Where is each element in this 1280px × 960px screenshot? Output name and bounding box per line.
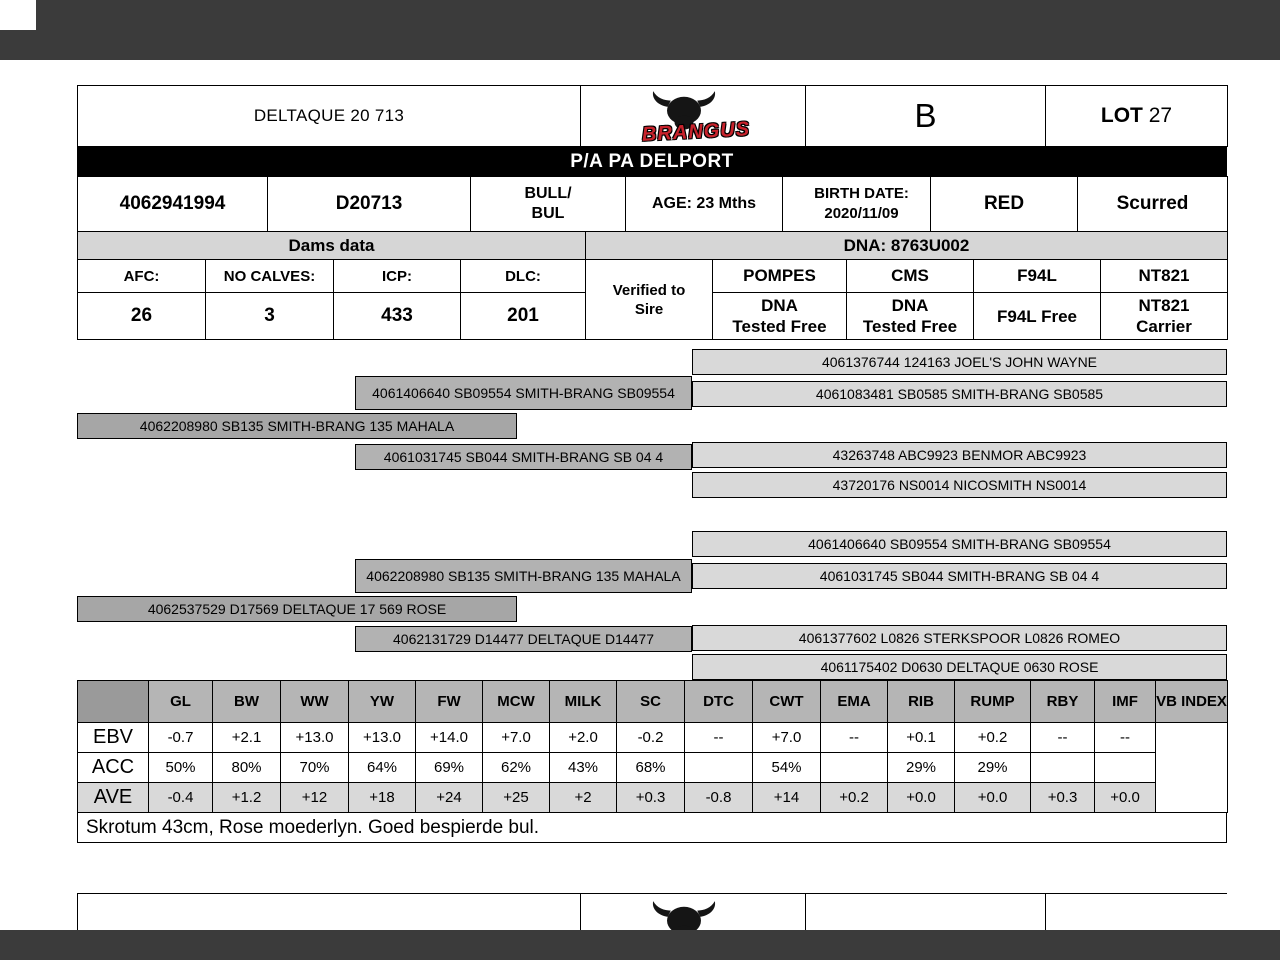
ebv-value-cell: 64% bbox=[349, 753, 416, 783]
next-page-header-table bbox=[77, 893, 1227, 930]
pedigree-sire-sire-dam-box: 4061083481 SB0585 SMITH-BRANG SB0585 bbox=[692, 381, 1227, 407]
sex-cell bbox=[471, 177, 626, 232]
ebv-value-cell: +0.0 bbox=[888, 783, 955, 813]
cms-header: CMS bbox=[847, 260, 974, 293]
birth-date-label: BIRTH DATE: bbox=[814, 185, 909, 202]
ebv-column-header: GL bbox=[149, 681, 213, 723]
pedigree-dam-sire-sire-box: 4061406640 SB09554 SMITH-BRANG SB09554 bbox=[692, 531, 1227, 557]
ebv-row-label: AVE bbox=[78, 783, 149, 813]
ebv-value-cell: +0.3 bbox=[1031, 783, 1095, 813]
bull-head-icon bbox=[639, 898, 729, 930]
nt821-result-line1: NT821 bbox=[1138, 296, 1190, 315]
ebv-column-header: RIB bbox=[888, 681, 955, 723]
cms-result-line2: Tested Free bbox=[862, 317, 958, 336]
ebv-value-cell: -0.8 bbox=[685, 783, 753, 813]
dlc-label: DLC: bbox=[461, 260, 586, 293]
ebv-value-cell: +25 bbox=[483, 783, 550, 813]
dams-data-table bbox=[77, 259, 1228, 340]
afc-value: 26 bbox=[78, 293, 206, 340]
ebv-row-ebv bbox=[78, 723, 1228, 753]
birth-date-value: 2020/11/09 bbox=[824, 205, 899, 222]
cms-result bbox=[847, 293, 974, 340]
ebv-value-cell: +18 bbox=[349, 783, 416, 813]
pompes-header: POMPES bbox=[713, 260, 847, 293]
animal-name-cell bbox=[78, 86, 581, 147]
animal-id: D20713 bbox=[335, 193, 403, 214]
ebv-value-cell: +0.0 bbox=[1095, 783, 1156, 813]
ebv-value-cell: +0.2 bbox=[955, 723, 1031, 753]
next-brangus-logo bbox=[613, 898, 773, 930]
dna-header: DNA: 8763U002 bbox=[586, 232, 1228, 260]
pedigree-dam-dam-sire-box: 4061377602 L0826 STERKSPOOR L0826 ROMEO bbox=[692, 625, 1227, 651]
pompes-result-line1: DNA bbox=[761, 296, 798, 315]
pompes-result bbox=[713, 293, 847, 340]
ebv-column-header: RBY bbox=[1031, 681, 1095, 723]
verified-line1: Verified to bbox=[612, 281, 686, 299]
pedigree-sire-sire-sire-box: 4061376744 124163 JOEL'S JOHN WAYNE bbox=[692, 349, 1227, 375]
pedigree-chart bbox=[77, 340, 1227, 680]
pedigree-sire-dam-dam-box: 43720176 NS0014 NICOSMITH NS0014 bbox=[692, 472, 1227, 498]
ebv-value-cell: 54% bbox=[753, 753, 821, 783]
animal-name: DELTAQUE 20 713 bbox=[253, 106, 405, 125]
ebv-column-header: DTC bbox=[685, 681, 753, 723]
lot-cell bbox=[1046, 86, 1228, 147]
f94l-header: F94L bbox=[974, 260, 1101, 293]
nt821-header: NT821 bbox=[1101, 260, 1228, 293]
ebv-value-cell: -- bbox=[1095, 723, 1156, 753]
nt821-result bbox=[1101, 293, 1228, 340]
dlc-value: 201 bbox=[461, 293, 586, 340]
lot-label: LOT bbox=[1100, 104, 1143, 127]
ebv-value-cell: -- bbox=[1031, 723, 1095, 753]
ebv-value-cell: 68% bbox=[617, 753, 685, 783]
corner-square bbox=[0, 0, 36, 30]
age-cell bbox=[626, 177, 783, 232]
ebv-column-header: MCW bbox=[483, 681, 550, 723]
lot-number: 27 bbox=[1148, 104, 1173, 127]
brangus-logo-text: BRANGUS bbox=[641, 118, 751, 146]
ebv-value-cell: -0.7 bbox=[149, 723, 213, 753]
afc-label: AFC: bbox=[78, 260, 206, 293]
registration-number-cell bbox=[78, 177, 268, 232]
ebv-value-cell: +0.3 bbox=[617, 783, 685, 813]
bottom-dark-bar bbox=[0, 930, 1280, 960]
next-section-letter-cell bbox=[806, 894, 1046, 931]
ebv-column-header: VB INDEX bbox=[1156, 681, 1228, 723]
owner-banner: P/A PA DELPORT bbox=[77, 147, 1227, 176]
ebv-value-cell: 69% bbox=[416, 753, 483, 783]
horn-status: Scurred bbox=[1116, 193, 1189, 214]
colour-value: RED bbox=[983, 193, 1025, 214]
ebv-value-cell: +12 bbox=[281, 783, 349, 813]
ebv-value-cell: +14.0 bbox=[416, 723, 483, 753]
logo-cell bbox=[581, 86, 806, 147]
icp-value: 433 bbox=[334, 293, 461, 340]
identity-table bbox=[77, 176, 1228, 232]
ebv-value-cell: +7.0 bbox=[483, 723, 550, 753]
ebv-table-body bbox=[78, 723, 1228, 813]
horn-status-cell bbox=[1078, 177, 1228, 232]
catalog-page bbox=[77, 85, 1227, 843]
ebv-column-header: FW bbox=[416, 681, 483, 723]
pedigree-sire-dam-box: 4061031745 SB044 SMITH-BRANG SB 04 4 bbox=[355, 444, 692, 470]
f94l-result: F94L Free bbox=[974, 293, 1101, 340]
ebv-value-cell: 43% bbox=[550, 753, 617, 783]
ebv-row-label: ACC bbox=[78, 753, 149, 783]
ebv-value-cell: +0.0 bbox=[955, 783, 1031, 813]
sex-line2: BUL bbox=[531, 205, 565, 222]
ebv-value-cell: +2.0 bbox=[550, 723, 617, 753]
colour-cell bbox=[931, 177, 1078, 232]
pedigree-dam-sire-box: 4062208980 SB135 SMITH-BRANG 135 MAHALA bbox=[355, 559, 692, 593]
ebv-column-header: MILK bbox=[550, 681, 617, 723]
ebv-column-header: RUMP bbox=[955, 681, 1031, 723]
ebv-value-cell: +0.2 bbox=[821, 783, 888, 813]
vb-index-empty-cell bbox=[1156, 723, 1228, 813]
pedigree-dam-dam-dam-box: 4061175402 D0630 DELTAQUE 0630 ROSE bbox=[692, 654, 1227, 680]
ebv-value-cell: +2.1 bbox=[213, 723, 281, 753]
ebv-header-row bbox=[78, 681, 1228, 723]
animal-id-cell bbox=[268, 177, 471, 232]
ebv-value-cell: 80% bbox=[213, 753, 281, 783]
ebv-value-cell: +13.0 bbox=[349, 723, 416, 753]
nt821-result-line2: Carrier bbox=[1136, 317, 1192, 336]
notes-bar: Skrotum 43cm, Rose moederlyn. Goed bespierde bul. bbox=[77, 812, 1227, 843]
ebv-column-header: YW bbox=[349, 681, 416, 723]
ebv-value-cell: +14 bbox=[753, 783, 821, 813]
ebv-value-cell: +2 bbox=[550, 783, 617, 813]
pedigree-sire-dam-sire-box: 43263748 ABC9923 BENMOR ABC9923 bbox=[692, 442, 1227, 468]
section-letter: B bbox=[914, 97, 937, 134]
ebv-value-cell: 29% bbox=[888, 753, 955, 783]
ebv-value-cell: -0.4 bbox=[149, 783, 213, 813]
ebv-value-cell: +7.0 bbox=[753, 723, 821, 753]
ebv-value-cell bbox=[1031, 753, 1095, 783]
pedigree-dam-dam-box: 4062131729 D14477 DELTAQUE D14477 bbox=[355, 626, 692, 652]
ebv-value-cell bbox=[685, 753, 753, 783]
ebv-value-cell: -0.2 bbox=[617, 723, 685, 753]
ebv-column-header: EMA bbox=[821, 681, 888, 723]
age-value: AGE: 23 Mths bbox=[651, 195, 756, 212]
ebv-column-header: SC bbox=[617, 681, 685, 723]
ebv-column-header: CWT bbox=[753, 681, 821, 723]
ebv-value-cell: +24 bbox=[416, 783, 483, 813]
cms-result-line1: DNA bbox=[891, 296, 929, 315]
ebv-value-cell: 50% bbox=[149, 753, 213, 783]
ebv-value-cell: 70% bbox=[281, 753, 349, 783]
ebv-value-cell bbox=[821, 753, 888, 783]
ebv-column-header: BW bbox=[213, 681, 281, 723]
ebv-row-ave bbox=[78, 783, 1228, 813]
pedigree-sire-sire-box: 4061406640 SB09554 SMITH-BRANG SB09554 bbox=[355, 376, 692, 410]
birth-date-cell bbox=[783, 177, 931, 232]
ebv-value-cell: -- bbox=[685, 723, 753, 753]
brangus-logo bbox=[613, 88, 773, 144]
ebv-value-cell bbox=[1095, 753, 1156, 783]
ebv-value-cell: +13.0 bbox=[281, 723, 349, 753]
ebv-table bbox=[77, 680, 1228, 813]
ebv-column-header: IMF bbox=[1095, 681, 1156, 723]
sex-line1: BULL/ bbox=[524, 185, 572, 202]
ebv-value-cell: +1.2 bbox=[213, 783, 281, 813]
no-calves-label: NO CALVES: bbox=[206, 260, 334, 293]
no-calves-value: 3 bbox=[206, 293, 334, 340]
ebv-value-cell: +0.1 bbox=[888, 723, 955, 753]
icp-label: ICP: bbox=[334, 260, 461, 293]
next-animal-name-cell bbox=[78, 894, 581, 931]
ebv-value-cell: 62% bbox=[483, 753, 550, 783]
section-strip-table bbox=[77, 231, 1228, 260]
ebv-row-label: EBV bbox=[78, 723, 149, 753]
verified-to-sire-cell bbox=[586, 260, 713, 340]
section-letter-cell bbox=[806, 86, 1046, 147]
pedigree-dam-box: 4062537529 D17569 DELTAQUE 17 569 ROSE bbox=[77, 596, 517, 622]
ebv-value-cell: 29% bbox=[955, 753, 1031, 783]
next-logo-cell bbox=[581, 894, 806, 931]
registration-number: 4062941994 bbox=[119, 193, 226, 214]
top-dark-bar bbox=[0, 0, 1280, 60]
header-table bbox=[77, 85, 1228, 147]
ebv-corner-cell bbox=[78, 681, 149, 723]
ebv-column-header: WW bbox=[281, 681, 349, 723]
dams-data-header: Dams data bbox=[78, 232, 586, 260]
ebv-row-acc bbox=[78, 753, 1228, 783]
pompes-result-line2: Tested Free bbox=[732, 317, 827, 336]
next-page-partial bbox=[77, 893, 1227, 930]
next-lot-cell bbox=[1046, 894, 1228, 931]
ebv-value-cell: -- bbox=[821, 723, 888, 753]
pedigree-dam-sire-dam-box: 4061031745 SB044 SMITH-BRANG SB 04 4 bbox=[692, 563, 1227, 589]
verified-line2: Sire bbox=[634, 300, 664, 318]
pedigree-sire-box: 4062208980 SB135 SMITH-BRANG 135 MAHALA bbox=[77, 413, 517, 439]
